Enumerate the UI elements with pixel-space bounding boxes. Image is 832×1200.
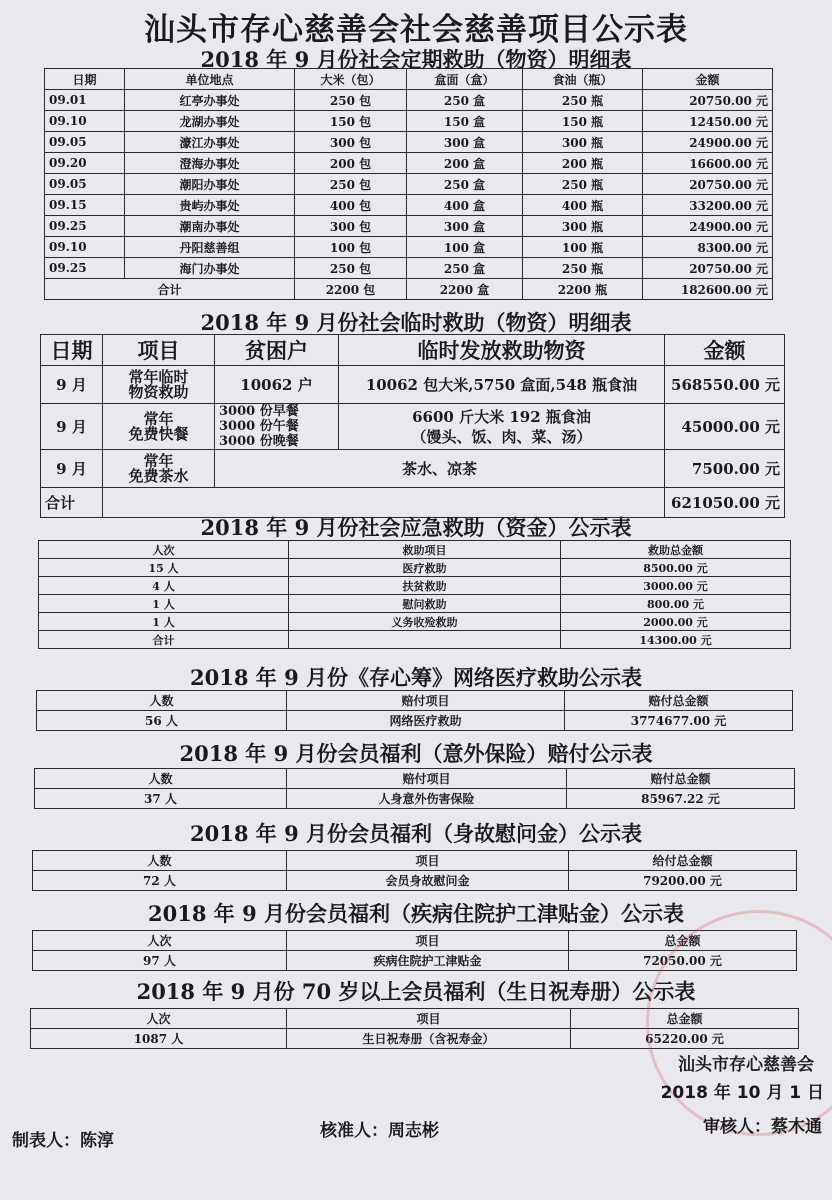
section-8-title: 2018 年 9 月份 70 岁以上会员福利（生日祝寿册）公示表	[136, 979, 696, 1004]
meal-line: 3000 份晚餐	[219, 434, 299, 449]
persons-cell: 37 人	[35, 789, 287, 809]
persons-cell: 56 人	[37, 711, 287, 731]
total-oil: 2200 瓶	[523, 279, 643, 300]
rice-cell: 250 包	[295, 90, 407, 111]
total-row	[39, 631, 791, 649]
noodle-cell: 300 盒	[407, 132, 523, 153]
date-cell: 09.25	[45, 216, 125, 237]
amount-cell: 20750.00 元	[643, 90, 773, 111]
header-cell: 给付总金额	[569, 851, 797, 871]
header-cell: 总金额	[569, 931, 797, 951]
date-cell: 09.05	[45, 132, 125, 153]
header-cell: 赔付项目	[287, 691, 565, 711]
project-cell: 会员身故慰问金	[287, 871, 569, 891]
date-cell: 09.10	[45, 111, 125, 132]
header-cell: 临时发放救助物资	[339, 335, 665, 366]
project-cell: 疾病住院护工津贴金	[287, 951, 569, 971]
rice-cell: 150 包	[295, 111, 407, 132]
section-1-title: 2018 年 9 月份社会定期救助（物资）明细表	[200, 47, 632, 72]
meal-line: 3000 份早餐	[219, 404, 299, 419]
header-cell: 项目	[287, 1009, 571, 1029]
section-6-title: 2018 年 9 月份会员福利（身故慰问金）公示表	[190, 821, 642, 846]
header-cell: 人次	[31, 1009, 287, 1029]
persons-cell: 1 人	[39, 595, 289, 613]
table-row	[45, 216, 773, 237]
amount-cell: 3000.00 元	[561, 577, 791, 595]
project-cell	[103, 450, 215, 488]
amount-cell: 24900.00 元	[643, 132, 773, 153]
rice-cell: 100 包	[295, 237, 407, 258]
supplies-cell	[339, 404, 665, 450]
oil-cell: 300 瓶	[523, 216, 643, 237]
persons-cell: 97 人	[33, 951, 287, 971]
header-cell: 人次	[39, 541, 289, 559]
noodle-cell: 250 盒	[407, 90, 523, 111]
meal-line: 3000 份午餐	[219, 419, 299, 434]
date-cell: 9 月	[41, 450, 103, 488]
table-death-condolence	[32, 850, 797, 891]
table-online-medical	[36, 690, 793, 731]
persons-cell: 1087 人	[31, 1029, 287, 1049]
amount-cell: 24900.00 元	[643, 216, 773, 237]
location-cell: 红亭办事处	[125, 90, 295, 111]
date-cell: 9 月	[41, 366, 103, 404]
table-temporary-aid	[40, 334, 785, 518]
table-row	[39, 559, 791, 577]
total-spacer	[289, 631, 561, 649]
section-7-title: 2018 年 9 月份会员福利（疾病住院护工津贴金）公示表	[148, 901, 684, 926]
header-cell: 项目	[287, 931, 569, 951]
oil-cell: 100 瓶	[523, 237, 643, 258]
table-row	[37, 711, 793, 731]
noodle-cell: 100 盒	[407, 237, 523, 258]
page-title: 汕头市存心慈善会社会慈善项目公示表	[144, 12, 688, 48]
total-row	[45, 279, 773, 300]
footer-checker: 核准人：周志彬	[320, 1121, 439, 1141]
table-header-row	[45, 69, 773, 90]
total-amount: 14300.00 元	[561, 631, 791, 649]
rice-cell: 200 包	[295, 153, 407, 174]
section-3-title: 2018 年 9 月份社会应急救助（资金）公示表	[200, 515, 632, 540]
amount-cell: 16600.00 元	[643, 153, 773, 174]
amount-cell: 7500.00 元	[665, 450, 785, 488]
total-label: 合计	[45, 279, 295, 300]
project-cell: 生日祝寿册（含祝寿金）	[287, 1029, 571, 1049]
date-cell: 09.20	[45, 153, 125, 174]
project-line: 免费茶水	[128, 466, 189, 485]
table-regular-aid	[44, 68, 773, 300]
noodle-cell: 300 盒	[407, 216, 523, 237]
table-row	[33, 871, 797, 891]
rice-cell: 400 包	[295, 195, 407, 216]
oil-cell: 200 瓶	[523, 153, 643, 174]
rice-cell: 250 包	[295, 258, 407, 279]
header-cell: 救助项目	[289, 541, 561, 559]
project-line: 常年	[143, 409, 174, 428]
location-cell: 贵屿办事处	[125, 195, 295, 216]
amount-cell: 72050.00 元	[569, 951, 797, 971]
project-cell	[103, 404, 215, 450]
project-line: 常年临时	[128, 367, 189, 386]
amount-cell: 33200.00 元	[643, 195, 773, 216]
header-cell: 项目	[103, 335, 215, 366]
header-cell: 人数	[37, 691, 287, 711]
oil-cell: 250 瓶	[523, 174, 643, 195]
persons-cell: 15 人	[39, 559, 289, 577]
header-cell: 贫困户	[215, 335, 339, 366]
amount-cell: 3774677.00 元	[565, 711, 793, 731]
table-header-row	[33, 851, 797, 871]
header-cell: 人数	[35, 769, 287, 789]
footer-date: 2018 年 10 月 1 日	[660, 1083, 824, 1103]
noodle-cell: 250 盒	[407, 258, 523, 279]
header-cell: 人数	[33, 851, 287, 871]
table-row	[45, 111, 773, 132]
date-cell: 9 月	[41, 404, 103, 450]
amount-cell: 20750.00 元	[643, 174, 773, 195]
header-cell: 日期	[45, 69, 125, 90]
footer-auditor: 审核人：蔡木通	[703, 1117, 822, 1137]
oil-cell: 250 瓶	[523, 258, 643, 279]
project-line: 物资救助	[128, 382, 189, 401]
project-line: 常年	[143, 451, 174, 470]
date-cell: 09.05	[45, 174, 125, 195]
table-row	[45, 132, 773, 153]
persons-cell: 4 人	[39, 577, 289, 595]
total-rice: 2200 包	[295, 279, 407, 300]
table-header-row	[37, 691, 793, 711]
oil-cell: 400 瓶	[523, 195, 643, 216]
table-row	[41, 404, 785, 450]
noodle-cell: 200 盒	[407, 153, 523, 174]
location-cell: 海门办事处	[125, 258, 295, 279]
rice-cell: 300 包	[295, 132, 407, 153]
date-cell: 09.25	[45, 258, 125, 279]
aid-type-cell: 慰问救助	[289, 595, 561, 613]
total-label: 合计	[41, 488, 103, 518]
persons-cell: 1 人	[39, 613, 289, 631]
aid-type-cell: 扶贫救助	[289, 577, 561, 595]
supplies-line: 6600 斤大米 192 瓶食油	[412, 407, 591, 426]
header-cell: 赔付项目	[287, 769, 567, 789]
table-row	[41, 450, 785, 488]
table-header-row	[41, 335, 785, 366]
noodle-cell: 400 盒	[407, 195, 523, 216]
amount-cell: 65220.00 元	[571, 1029, 799, 1049]
table-row	[35, 789, 795, 809]
persons-cell: 72 人	[33, 871, 287, 891]
table-row	[39, 595, 791, 613]
date-cell: 09.15	[45, 195, 125, 216]
oil-cell: 250 瓶	[523, 90, 643, 111]
amount-cell: 79200.00 元	[569, 871, 797, 891]
amount-cell: 800.00 元	[561, 595, 791, 613]
supplies-cell: 茶水、凉茶	[215, 450, 665, 488]
project-cell: 人身意外伤害保险	[287, 789, 567, 809]
location-cell: 潮南办事处	[125, 216, 295, 237]
header-cell: 总金额	[571, 1009, 799, 1029]
total-label: 合计	[39, 631, 289, 649]
footer-maker: 制表人：陈淳	[12, 1131, 114, 1151]
header-cell: 救助总金额	[561, 541, 791, 559]
header-cell: 人次	[33, 931, 287, 951]
table-row	[45, 174, 773, 195]
supplies-line: （馒头、饭、肉、菜、汤）	[411, 427, 592, 446]
meals-cell	[215, 404, 339, 450]
supplies-cell: 10062 包大米,5750 盒面,548 瓶食油	[339, 366, 665, 404]
footer-org: 汕头市存心慈善会	[678, 1055, 814, 1075]
table-row	[45, 258, 773, 279]
amount-cell: 568550.00 元	[665, 366, 785, 404]
header-cell: 食油（瓶）	[523, 69, 643, 90]
households-cell: 10062 户	[215, 366, 339, 404]
table-row	[45, 195, 773, 216]
total-amount: 182600.00 元	[643, 279, 773, 300]
header-cell: 大米（包）	[295, 69, 407, 90]
total-amount: 621050.00 元	[665, 488, 785, 518]
header-cell: 赔付总金额	[567, 769, 795, 789]
total-noodle: 2200 盒	[407, 279, 523, 300]
table-row	[39, 613, 791, 631]
rice-cell: 250 包	[295, 174, 407, 195]
section-2-title: 2018 年 9 月份社会临时救助（物资）明细表	[200, 310, 632, 335]
aid-type-cell: 医疗救助	[289, 559, 561, 577]
date-cell: 09.01	[45, 90, 125, 111]
header-cell: 单位地点	[125, 69, 295, 90]
amount-cell: 20750.00 元	[643, 258, 773, 279]
header-cell: 盒面（盒）	[407, 69, 523, 90]
location-cell: 龙湖办事处	[125, 111, 295, 132]
amount-cell: 8500.00 元	[561, 559, 791, 577]
header-cell: 金额	[665, 335, 785, 366]
noodle-cell: 150 盒	[407, 111, 523, 132]
rice-cell: 300 包	[295, 216, 407, 237]
date-cell: 09.10	[45, 237, 125, 258]
header-cell: 金额	[643, 69, 773, 90]
header-cell: 项目	[287, 851, 569, 871]
oil-cell: 300 瓶	[523, 132, 643, 153]
table-header-row	[39, 541, 791, 559]
section-5-title: 2018 年 9 月份会员福利（意外保险）赔付公示表	[179, 741, 653, 766]
header-cell: 日期	[41, 335, 103, 366]
amount-cell: 8300.00 元	[643, 237, 773, 258]
table-row	[45, 237, 773, 258]
project-line: 免费快餐	[128, 424, 189, 443]
table-accident-insurance	[34, 768, 795, 809]
location-cell: 丹阳慈善组	[125, 237, 295, 258]
oil-cell: 150 瓶	[523, 111, 643, 132]
section-4-title: 2018 年 9 月份《存心筹》网络医疗救助公示表	[190, 665, 642, 690]
project-cell	[103, 366, 215, 404]
table-emergency-aid	[38, 540, 791, 649]
noodle-cell: 250 盒	[407, 174, 523, 195]
location-cell: 濠江办事处	[125, 132, 295, 153]
amount-cell: 12450.00 元	[643, 111, 773, 132]
header-cell: 赔付总金额	[565, 691, 793, 711]
table-row	[45, 90, 773, 111]
amount-cell: 2000.00 元	[561, 613, 791, 631]
project-cell: 网络医疗救助	[287, 711, 565, 731]
aid-type-cell: 义务收殓救助	[289, 613, 561, 631]
table-row	[41, 366, 785, 404]
location-cell: 澄海办事处	[125, 153, 295, 174]
location-cell: 潮阳办事处	[125, 174, 295, 195]
amount-cell: 85967.22 元	[567, 789, 795, 809]
table-row	[39, 577, 791, 595]
table-header-row	[35, 769, 795, 789]
amount-cell: 45000.00 元	[665, 404, 785, 450]
table-row	[45, 153, 773, 174]
